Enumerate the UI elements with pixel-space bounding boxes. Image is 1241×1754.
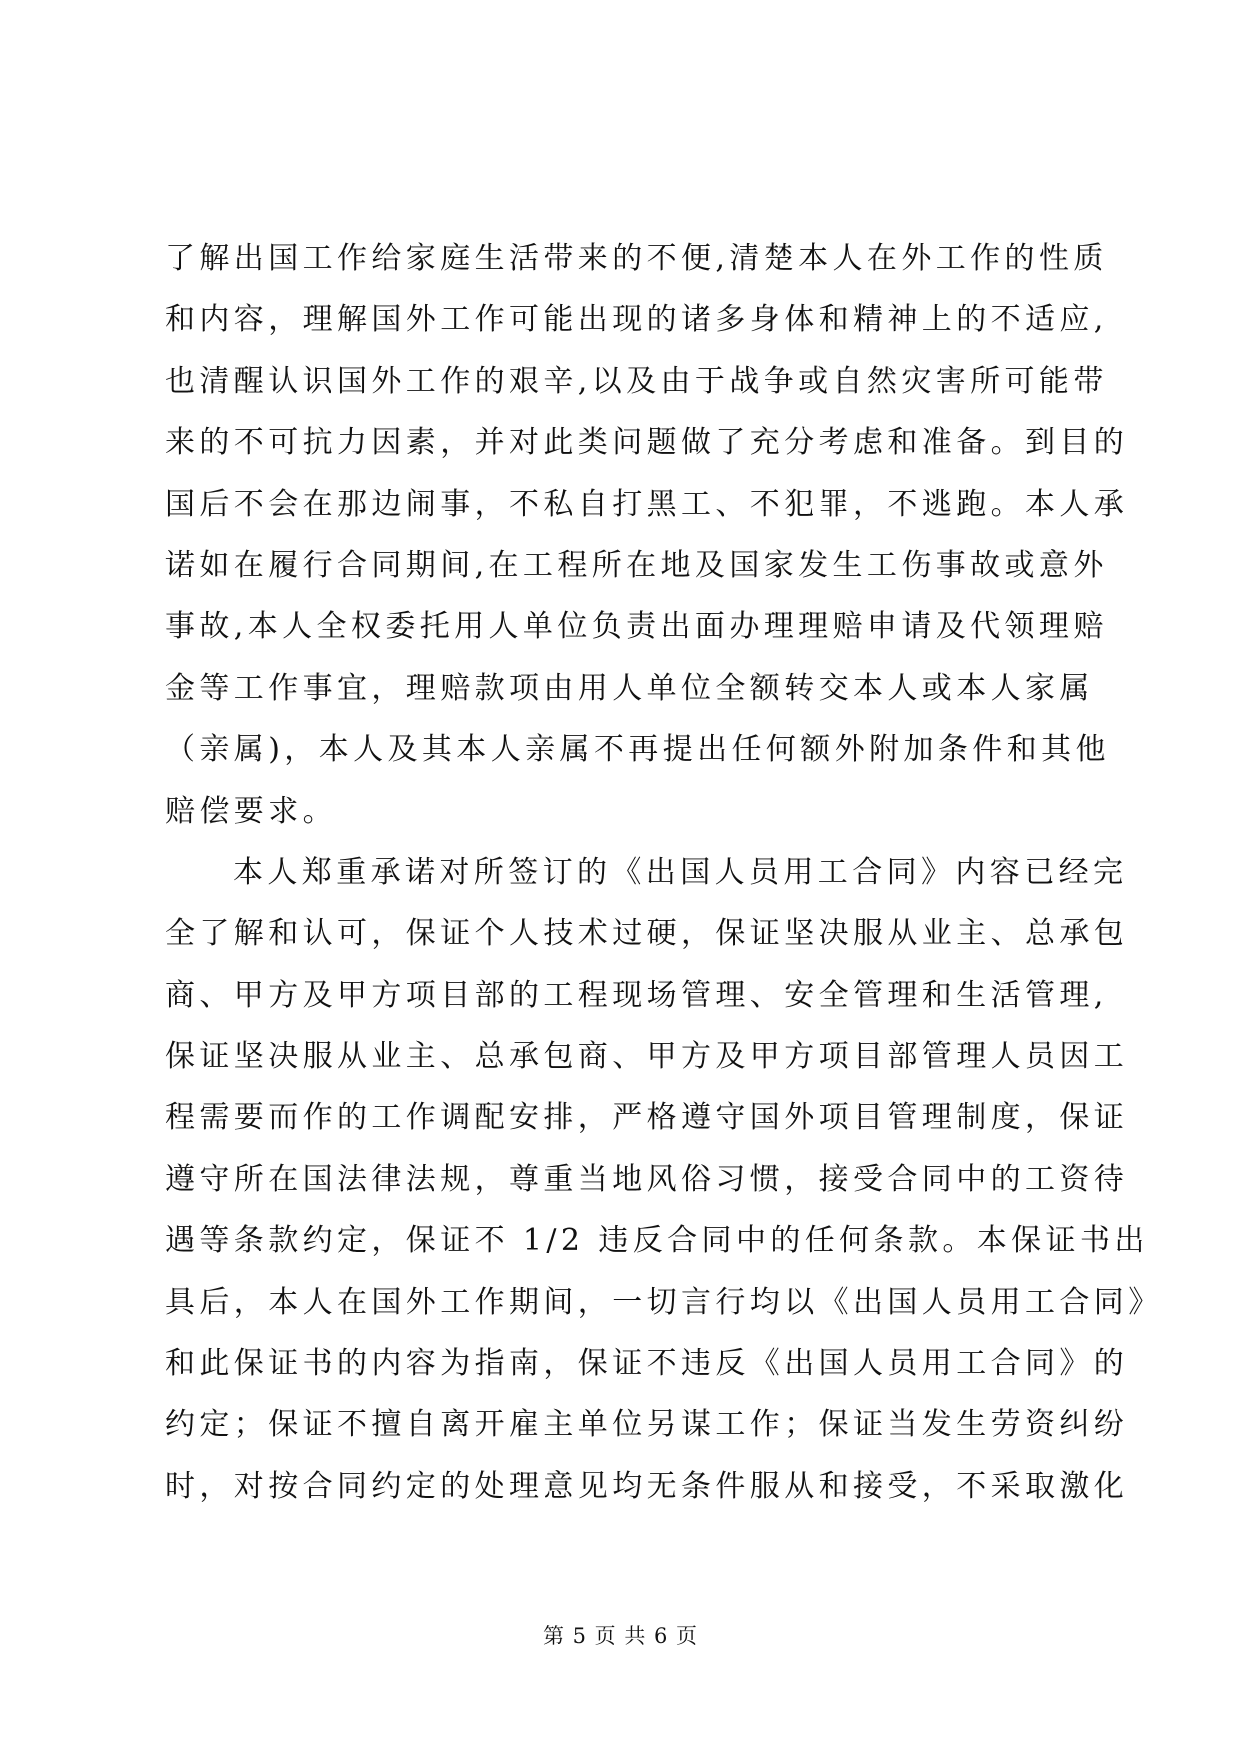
text-line: 金等工作事宜，理赔款项由用人单位全额转交本人或本人家属 xyxy=(165,670,1094,706)
text-line: 约定；保证不擅自离开雇主单位另谋工作；保证当发生劳资纠纷 xyxy=(165,1407,1129,1443)
text-line: 来的不可抗力因素，并对此类问题做了充分考虑和准备。到目的 xyxy=(165,425,1129,461)
text-line: 遇等条款约定，保证不 1/2 违反合同中的任何条款。本保证书出 xyxy=(165,1223,1149,1259)
text-line: 和内容，理解国外工作可能出现的诸多身体和精神上的不适应, xyxy=(165,302,1108,338)
text-line: 具后，本人在国外工作期间，一切言行均以《出国人员用工合同》 xyxy=(165,1284,1163,1320)
paragraph-2 xyxy=(165,842,1163,1517)
page-number-footer: 第 5 页 共 6 页 xyxy=(542,1624,699,1648)
text-line: 商、甲方及甲方项目部的工程现场管理、安全管理和生活管理, xyxy=(165,977,1108,1013)
text-line: 诺如在履行合同期间,在工程所在地及国家发生工伤事故或意外 xyxy=(165,547,1108,583)
text-line: 时，对按合同约定的处理意见均无条件服从和接受，不采取激化 xyxy=(165,1468,1129,1504)
text-line: 本人郑重承诺对所签订的《出国人员用工合同》内容已经完 xyxy=(233,854,1128,890)
text-line: 事故,本人全权委托用人单位负责出面办理理赔申请及代领理赔 xyxy=(165,609,1108,645)
body-text xyxy=(165,228,1163,1517)
text-line: 赔偿要求。 xyxy=(165,793,337,829)
text-line: 了解出国工作给家庭生活带来的不便,清楚本人在外工作的性质 xyxy=(165,241,1108,276)
text-line: 程需要而作的工作调配安排，严格遵守国外项目管理制度，保证 xyxy=(165,1100,1129,1136)
text-line: 全了解和认可，保证个人技术过硬，保证坚决服从业主、总承包 xyxy=(165,916,1129,952)
text-line: 保证坚决服从业主、总承包商、甲方及甲方项目部管理人员因工 xyxy=(165,1039,1129,1075)
paragraph-1 xyxy=(165,228,1129,842)
text-line: 和此保证书的内容为指南，保证不违反《出国人员用工合同》的 xyxy=(165,1346,1129,1382)
text-line: 国后不会在那边闹事，不私自打黑工、不犯罪，不逃跑。本人承 xyxy=(165,486,1129,522)
text-line: 遵守所在国法律法规，尊重当地风俗习惯，接受合同中的工资待 xyxy=(165,1161,1129,1197)
text-line: （亲属)，本人及其本人亲属不再提出任何额外附加条件和其他 xyxy=(165,732,1110,768)
text-line: 也清醒认识国外工作的艰辛,以及由于战争或自然灾害所可能带 xyxy=(165,363,1108,399)
